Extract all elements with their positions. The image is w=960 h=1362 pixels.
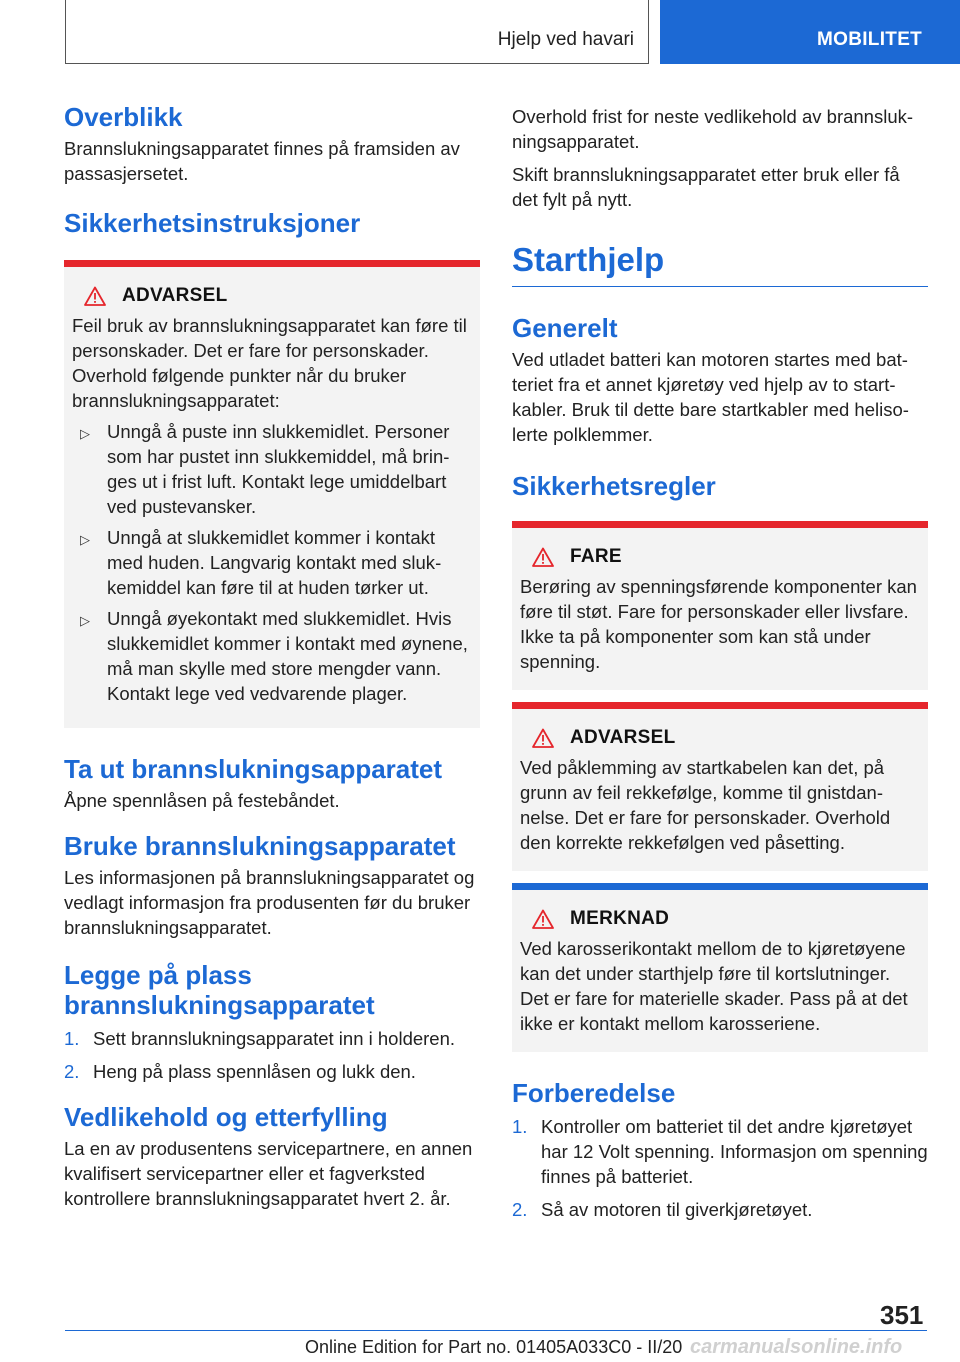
starthjelp-rule [512, 286, 928, 287]
chapter-tab-label: MOBILITET [817, 29, 923, 50]
list-item: 2. Heng på plass spennlåsen og lukk den. [64, 1061, 416, 1082]
skift-text: Skift brannslukningsapparatet etter bruk eller få det fylt på nytt. [512, 164, 900, 210]
heading-bruke: Bruke brannslukningsapparatet [64, 831, 456, 861]
list-item: ▷ Unngå å puste inn slukkemidlet. Personer som har pustet inn slukkemiddel, må bringes ut i frist luft. Kontakt lege umiddelbart ved pustevansker. [80, 421, 450, 517]
warning-box-2 [512, 702, 928, 871]
warning-text: Ved påklemming av startkabelen kan det, på grunn av feil rekkefølge, komme til gnistdannelse. Det er fare for personskader. Overhold den korrekte rekkefølgen ved påsetting. [520, 757, 891, 853]
overhold-text: Overhold frist for neste vedlikehold av brannslukningsapparatet. [512, 106, 914, 152]
warning-list [72, 419, 472, 706]
left-column [64, 100, 480, 1211]
chapter-tab [660, 0, 960, 64]
warning-triangle-icon [532, 547, 554, 567]
warning-title: ADVARSEL [122, 285, 228, 306]
danger-text: Berøring av spenningsførende komponenter kan føre til støt. Fare for personskader eller livsfare. Ikke ta på komponenter som kan stå under spenning. [520, 576, 917, 672]
footer-rule [65, 1330, 927, 1331]
right-column [512, 100, 928, 1230]
warning-triangle-icon [532, 909, 554, 929]
bruke-text: Les informasjonen på brannslukningsapparatet og vedlagt informasjon fra produsenten før du bruker brannslukningsapparatet. [64, 867, 475, 938]
overblikk-text: Brannslukningsapparatet finnes på framsiden av passasjersetet. [64, 138, 460, 184]
generelt-text: Ved utladet batteri kan motoren startes med batteriet fra et annet kjøretøy ved hjelp av to startkabler. Bruk til dette bare startkabler med helisolerte polklemmer. [512, 349, 909, 445]
notice-box [512, 883, 928, 1052]
heading-overblikk: Overblikk [64, 102, 183, 132]
danger-title: FARE [570, 546, 622, 567]
ta-ut-text: Åpne spennlåsen på festebåndet. [64, 790, 340, 811]
heading-forberedelse: Forberedelse [512, 1078, 676, 1108]
notice-title: MERKNAD [570, 908, 670, 929]
vedlikehold-text: La en av produsentens servicepartnere, en annen kvalifisert servicepartner eller et fagverksted kontrollere brannslukningsapparatet hvert 2. år. [64, 1138, 473, 1209]
notice-text: Ved karosserikontakt mellom de to kjøretøyene kan det under starthjelp føre til kortslutninger. Det er fare for materielle skader. Pass på at det ikke er kontakt mellom karosseriene. [520, 938, 908, 1034]
heading-vedlikehold: Vedlikehold og etterfylling [64, 1102, 388, 1132]
list-item: ▷ Unngå øyekontakt med slukkemidlet. Hvis slukkemidlet kommer i kontakt med øynene, må man skylle med store mengder vann. Kontakt lege ved vedvarende plager. [80, 608, 468, 704]
warning-title: ADVARSEL [570, 727, 676, 748]
forberedelse-steps [512, 1114, 928, 1222]
triangle-bullet-icon: ▷ [80, 532, 90, 547]
heading-ta-ut: Ta ut brannslukningsapparatet [64, 754, 443, 784]
triangle-bullet-icon: ▷ [80, 426, 90, 441]
warning-bar [512, 702, 928, 709]
danger-bar [512, 521, 928, 528]
warning-triangle-icon [84, 286, 106, 306]
section-title: Hjelp ved havari [497, 29, 634, 50]
page-number: 351 [880, 1300, 924, 1330]
list-item: 1. Kontroller om batteriet til det andre kjøretøyet har 12 Volt spenning. Informasjon om spenning finnes på batteriet. [512, 1116, 928, 1187]
list-item: 1. Sett brannslukningsapparatet inn i holderen. [64, 1028, 456, 1049]
triangle-bullet-icon: ▷ [80, 613, 90, 628]
watermark: carmanualsonline.info [690, 1336, 903, 1358]
heading-sikkerhetsinstruksjoner: Sikkerhetsinstruksjoner [64, 208, 361, 238]
notice-bar [512, 883, 928, 890]
heading-starthjelp: Starthjelp [512, 241, 665, 278]
warning-text: Feil bruk av brannslukningsapparatet kan føre til personskader. Det er fare for personskader. Overhold følgende punkter når du bruker brannslukningsapparatet: [72, 315, 467, 411]
danger-box [512, 521, 928, 690]
warning-bar [64, 260, 480, 267]
warning-triangle-icon [532, 728, 554, 748]
warning-box [64, 260, 480, 728]
header-frame [65, 0, 649, 64]
heading-generelt: Generelt [512, 313, 618, 343]
edition-text: Online Edition for Part no. 01405A033C0 - II/20 [305, 1337, 683, 1357]
list-item: ▷ Unngå at slukkemidlet kommer i kontakt med huden. Langvarig kontakt med slukkemiddel kan føre til at huden tørker ut. [80, 527, 442, 598]
heading-legge-pa-plass: Legge på plass brannslukningsapparatet [64, 960, 375, 1020]
legge-steps [64, 1026, 480, 1084]
list-item: 2. Så av motoren til giverkjøretøyet. [512, 1199, 813, 1220]
heading-sikkerhetsregler: Sikkerhetsregler [512, 471, 716, 501]
